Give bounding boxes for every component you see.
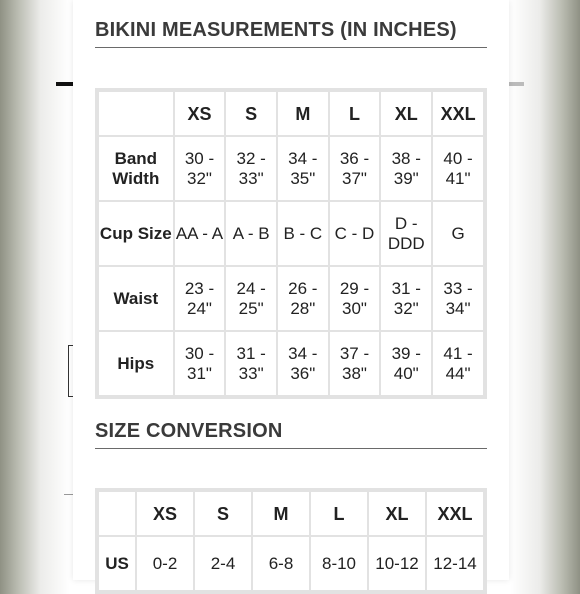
size-header-cell: XS — [136, 491, 194, 536]
size-header-cell: XXL — [426, 491, 484, 536]
table-cell: 30 - 31" — [174, 331, 226, 396]
table-row — [98, 331, 484, 396]
table-cell: 34 - 35" — [277, 136, 329, 201]
table-cell: 12-14 — [426, 536, 484, 591]
size-header-cell: M — [252, 491, 310, 536]
size-header-cell: S — [194, 491, 252, 536]
size-conversion-table — [95, 488, 487, 594]
table-cell: C - D — [329, 201, 381, 266]
table-cell: 31 - 33" — [225, 331, 277, 396]
table-row — [98, 136, 484, 201]
table-cell: 10-12 — [368, 536, 426, 591]
title-underline — [95, 47, 487, 48]
table-row — [98, 536, 484, 591]
table-cell: 29 - 30" — [329, 266, 381, 331]
table-cell: 34 - 36" — [277, 331, 329, 396]
row-label-waist: Waist — [98, 266, 174, 331]
table-cell: B - C — [277, 201, 329, 266]
bikini-measurements-table — [95, 88, 487, 399]
row-label-us: US — [98, 536, 136, 591]
table-cell: 31 - 32" — [380, 266, 432, 331]
size-header-cell: XXL — [432, 91, 484, 136]
table-cell: 2-4 — [194, 536, 252, 591]
bikini-measurements-title: BIKINI MEASUREMENTS (IN INCHES) — [95, 19, 457, 41]
table-cell: G — [432, 201, 484, 266]
background-tab-indicator — [56, 82, 74, 86]
table-row — [98, 266, 484, 331]
table-cell: 6-8 — [252, 536, 310, 591]
table-cell: 32 - 33" — [225, 136, 277, 201]
size-header-cell: M — [277, 91, 329, 136]
table-cell: 41 - 44" — [432, 331, 484, 396]
table-cell: 40 - 41" — [432, 136, 484, 201]
row-label-cup-size: Cup Size — [98, 201, 174, 266]
table-cell: 38 - 39" — [380, 136, 432, 201]
row-label-hips: Hips — [98, 331, 174, 396]
table-cell: 8-10 — [310, 536, 368, 591]
size-header-cell: XL — [380, 91, 432, 136]
size-header-cell: L — [329, 91, 381, 136]
empty-corner-cell — [98, 91, 174, 136]
table-cell: 23 - 24" — [174, 266, 226, 331]
table-cell: 33 - 34" — [432, 266, 484, 331]
size-conversion-title: SIZE CONVERSION — [95, 420, 283, 442]
size-header-cell: XS — [174, 91, 226, 136]
table-cell: D - DDD — [380, 201, 432, 266]
size-header-cell: XL — [368, 491, 426, 536]
size-header-cell: S — [225, 91, 277, 136]
table-header-row — [98, 491, 484, 536]
table-cell: AA - A — [174, 201, 226, 266]
table-header-row — [98, 91, 484, 136]
table-cell: 0-2 — [136, 536, 194, 591]
table-cell: 30 - 32" — [174, 136, 226, 201]
title-underline — [95, 448, 487, 449]
table-cell: 39 - 40" — [380, 331, 432, 396]
row-label-band-width: Band Width — [98, 136, 174, 201]
table-cell: 26 - 28" — [277, 266, 329, 331]
table-cell: A - B — [225, 201, 277, 266]
size-header-cell: L — [310, 491, 368, 536]
size-chart-sheet — [73, 0, 509, 580]
table-cell: 37 - 38" — [329, 331, 381, 396]
table-row — [98, 201, 484, 266]
table-cell: 36 - 37" — [329, 136, 381, 201]
table-cell: 24 - 25" — [225, 266, 277, 331]
empty-corner-cell — [98, 491, 136, 536]
